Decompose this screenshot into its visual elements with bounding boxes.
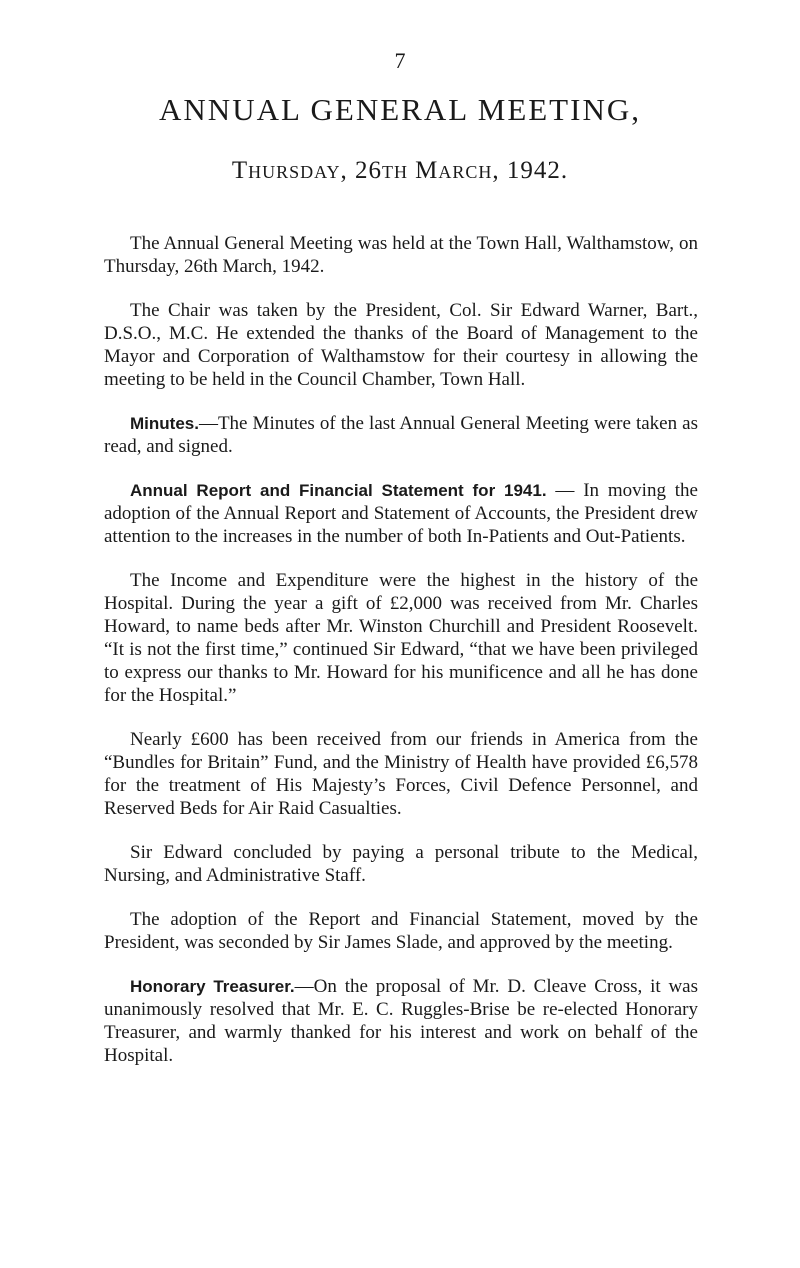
paragraph-text: Nearly £600 has been received from our friends in America from the “Bundles for Britain” Fund, and the Ministry of Health have provided £6,578 for the treatment of His Majesty’s Forces, Civil Defence Personnel, and Reserved Beds for Air Raid Casualties.: [104, 729, 698, 819]
paragraph-annual-report: [104, 479, 698, 548]
paragraph-text: The adoption of the Report and Financial Statement, moved by the President, was seconded by Sir James Slade, and approved by the meeting.: [104, 909, 698, 953]
paragraph-text: Sir Edward concluded by paying a personal tribute to the Medical, Nursing, and Administrative Staff.: [104, 842, 698, 886]
paragraph-america: [104, 728, 698, 820]
page-heading: ANNUAL GENERAL MEETING,: [159, 92, 641, 127]
paragraph-minutes: [104, 412, 698, 458]
run-in-heading: Annual Report and Financial Statement for 1941.: [130, 481, 547, 500]
paragraph-text: The Annual General Meeting was held at the Town Hall, Walthamstow, on Thursday, 26th March, 1942.: [104, 233, 698, 277]
run-in-heading: Minutes.: [130, 414, 199, 433]
paragraph-text: — In moving the adoption of the Annual Report and Statement of Accounts, the President drew attention to the increases in the number of both In-Patients and Out-Patients.: [104, 480, 698, 547]
paragraph-income: [104, 569, 698, 707]
paragraph-treasurer: [104, 975, 698, 1067]
paragraph-text: The Income and Expenditure were the highest in the history of the Hospital. During the year a gift of £2,000 was received from Mr. Charles Howard, to name beds after Mr. Winston Churchill and President Roosevelt. “It is not the first time,” continued Sir Edward, “that we have been privileged to express our thanks to Mr. Howard for his munificence and all he has done for the Hospital.”: [104, 570, 698, 706]
minutes-body: [104, 232, 698, 1088]
paragraph-tribute: [104, 841, 698, 887]
paragraph-text: The Chair was taken by the President, Col. Sir Edward Warner, Bart., D.S.O., M.C. He extended the thanks of the Board of Management to the Mayor and Corporation of Walthamstow for their courtesy in allowing the meeting to be held in the Council Chamber, Town Hall.: [104, 300, 698, 390]
paragraph-text: —On the proposal of Mr. D. Cleave Cross, it was unanimously resolved that Mr. E. C. Ruggles-Brise be re-elected Honorary Treasurer, and warmly thanked for his interest and work on behalf of the Hospital.: [104, 976, 699, 1066]
paragraph-chair: [104, 299, 698, 391]
page-number: 7: [394, 48, 406, 73]
paragraph-adoption: [104, 908, 698, 954]
paragraph-meeting-location: [104, 232, 698, 278]
meeting-date-subheading: Thursday, 26th March, 1942.: [231, 157, 569, 184]
run-in-heading: Honorary Treasurer.: [130, 977, 295, 996]
paragraph-text: —The Minutes of the last Annual General Meeting were taken as read, and signed.: [104, 413, 698, 457]
